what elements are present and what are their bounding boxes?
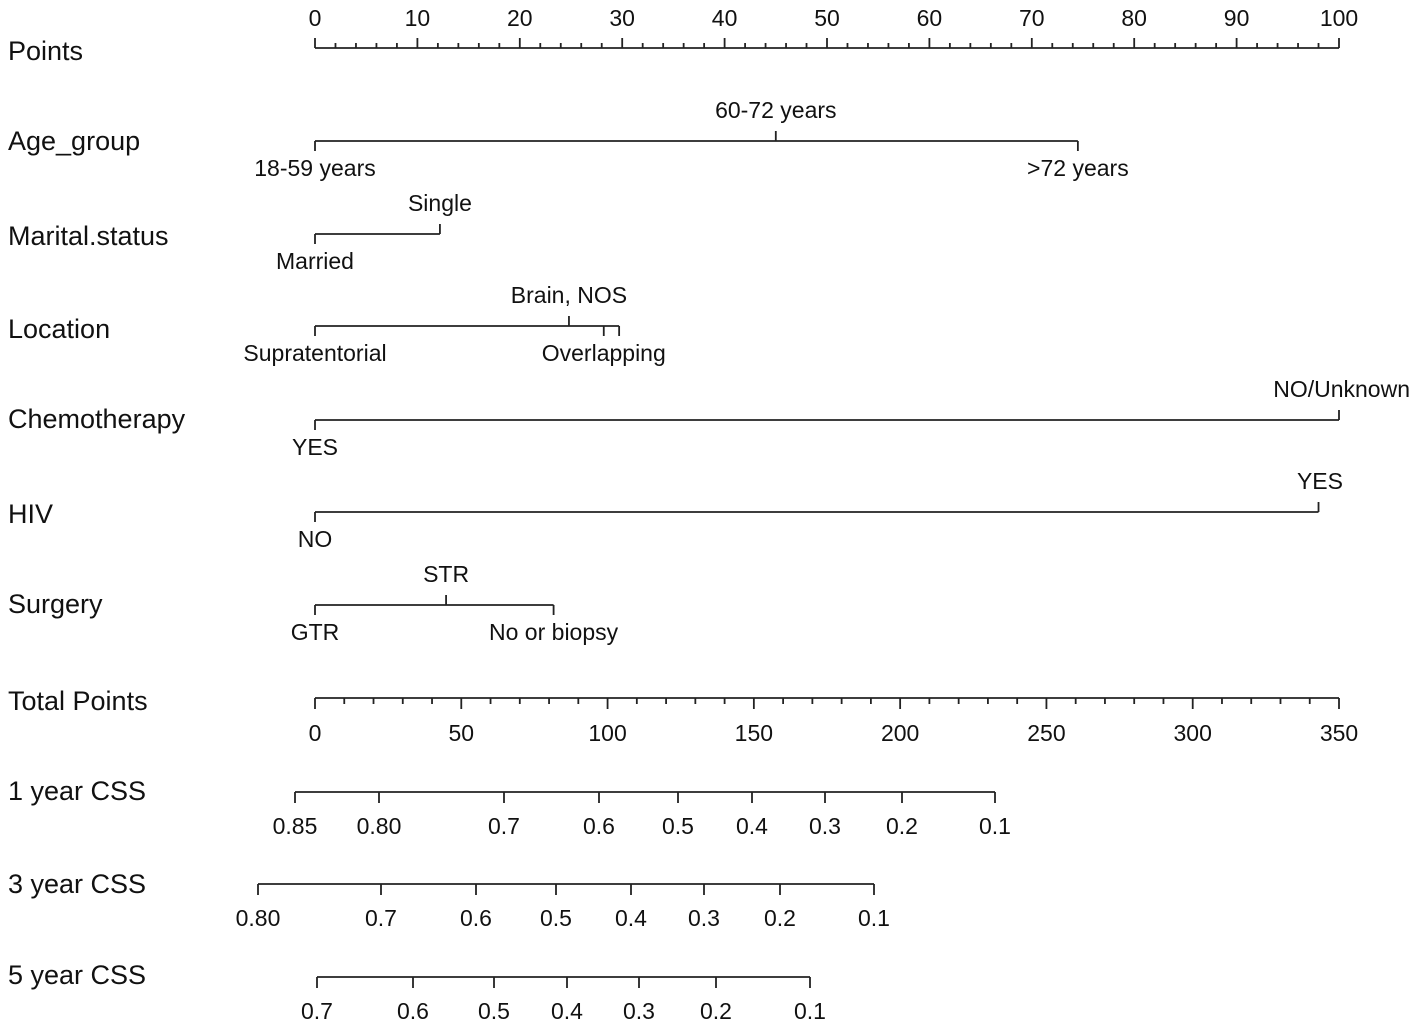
level-label: Supratentorial [243,340,387,366]
level-label: STR [423,561,470,587]
css-tick-label: 0.7 [365,905,397,931]
points-tick-label: 100 [1319,5,1359,31]
points-tick-label: 70 [1019,5,1045,31]
total-points-tick-label: 250 [1027,720,1066,746]
css-tick-label: 0.3 [688,905,720,931]
level-label: GTR [290,619,340,645]
css-tick-label: 0.80 [356,813,402,839]
row-label-hiv: HIV [8,499,54,529]
css-tick-label: 0.7 [488,813,520,839]
css-tick-label: 0.6 [460,905,492,931]
total-points-tick-label: 150 [734,720,774,746]
row-label-css-1: 1 year CSS [8,776,147,806]
points-tick-label: 80 [1121,5,1147,31]
css-tick-label: 0.3 [623,998,655,1024]
css-tick-label: 0.6 [583,813,615,839]
level-label: Brain, NOS [510,282,628,308]
points-tick-label: 0 [308,5,322,31]
row-label-maritalstatus: Marital.status [8,221,169,251]
row-label-css-3: 5 year CSS [8,960,147,990]
level-label: Married [276,248,354,274]
row-label-surgery: Surgery [8,589,103,619]
total-points-tick-label: 300 [1173,720,1212,746]
css-tick-label: 0.2 [886,813,918,839]
css-tick-label: 0.7 [301,998,333,1024]
points-tick-label: 60 [916,5,943,31]
css-tick-label: 0.6 [397,998,429,1024]
level-label: 60-72 years [715,97,837,123]
css-tick-label: 0.1 [858,905,890,931]
css-tick-label: 0.1 [979,813,1011,839]
level-label: >72 years [1027,155,1129,181]
points-tick-label: 90 [1223,5,1250,31]
css-tick-label: 0.4 [615,905,647,931]
css-tick-label: 0.1 [794,998,826,1024]
css-tick-label: 0.4 [551,998,583,1024]
css-tick-label: 0.85 [272,813,318,839]
level-label: YES [1296,468,1343,494]
level-label: 18-59 years [254,155,376,181]
css-tick-label: 0.5 [478,998,510,1024]
level-label: YES [291,434,339,460]
level-label: Overlapping [541,340,666,366]
css-tick-label: 0.5 [662,813,694,839]
css-tick-label: 0.5 [540,905,572,931]
row-label-location: Location [8,314,111,344]
total-points-tick-label: 100 [588,720,627,746]
points-tick-label: 50 [814,5,840,31]
total-points-tick-label: 0 [308,720,322,746]
row-label-points: Points [8,36,84,66]
css-tick-label: 0.2 [764,905,796,931]
css-tick-label: 0.80 [235,905,281,931]
row-label-agegroup: Age_group [8,126,141,156]
total-points-tick-label: 200 [880,720,920,746]
points-tick-label: 30 [609,5,635,31]
points-tick-label: 40 [711,5,738,31]
level-label: No or biopsy [489,619,619,645]
level-label: NO [297,526,333,552]
css-tick-label: 0.4 [736,813,768,839]
points-tick-label: 10 [404,5,431,31]
points-tick-label: 20 [507,5,533,31]
css-tick-label: 0.2 [700,998,732,1024]
row-label-total-points: Total Points [8,686,148,716]
level-label: NO/Unknown [1273,376,1410,402]
css-tick-label: 0.3 [809,813,841,839]
level-label: Single [407,190,472,216]
total-points-tick-label: 50 [448,720,475,746]
total-points-tick-label: 350 [1319,720,1359,746]
row-label-css-2: 3 year CSS [8,869,147,899]
row-label-chemotherapy: Chemotherapy [8,404,186,434]
